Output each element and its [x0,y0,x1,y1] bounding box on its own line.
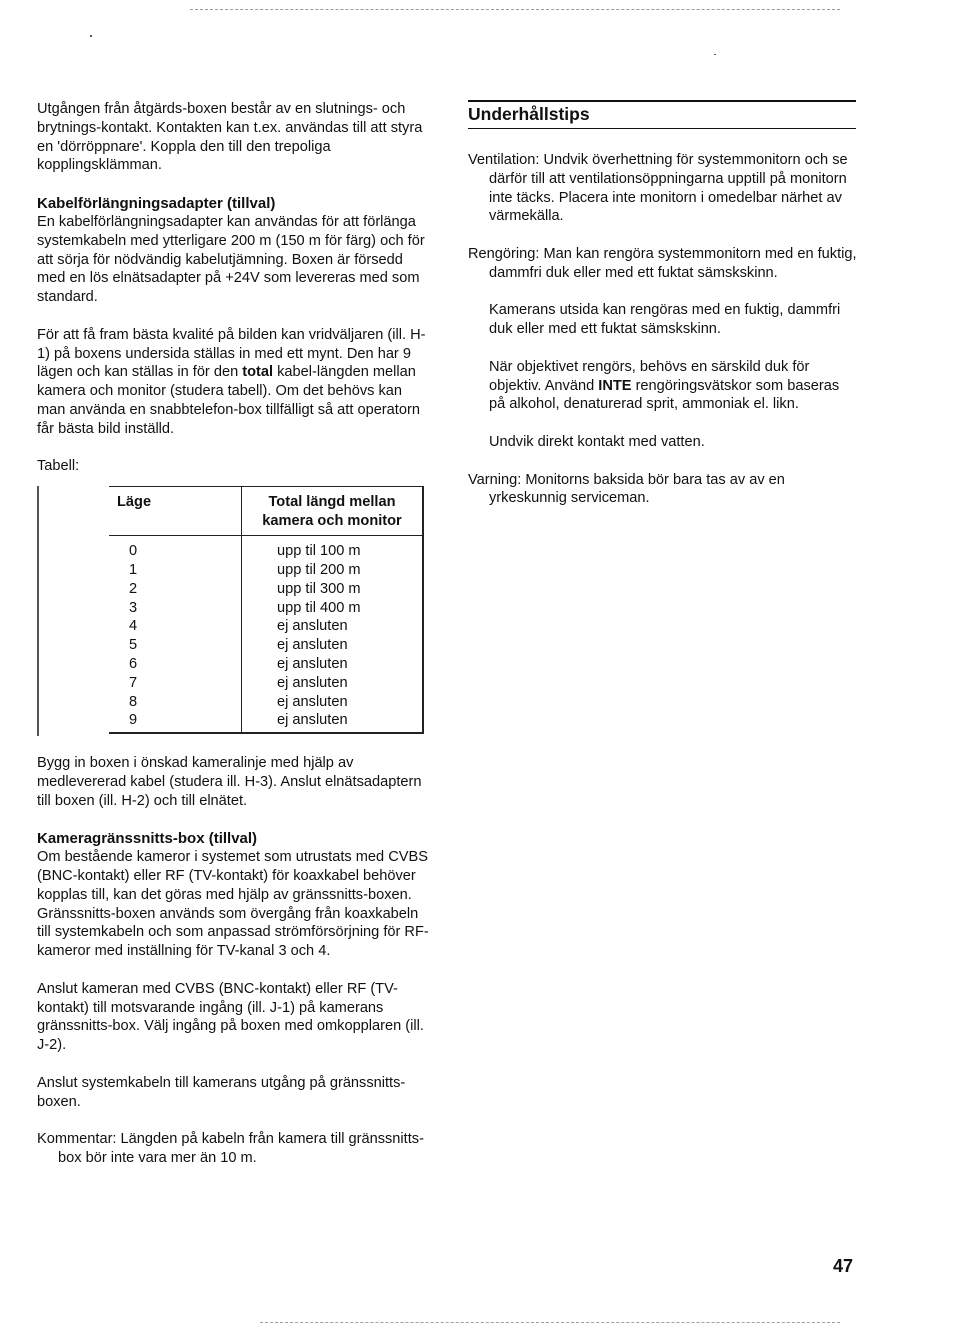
cell-position: 0 [129,543,138,560]
lens-paragraph: När objektivet rengörs, behövs en särskild duk för objektiv. Använd INTE rengöringsvätskor som baseras på alkohol, denaturerad sprit, ammoniak el. likn. [489,358,840,413]
interface-paragraph-1: Om bestående kameror i systemet som utrustats med CVBS (BNC-kontakt) eller RF (TV-kontakt) för koaxkabel behöver kopplas till, kan det göras med hjälp av gränssnitts-boxen. [37,849,428,903]
cell-length: ej ansluten [242,617,424,636]
cell-length: ej ansluten [242,655,424,674]
interface-paragraph-4: Anslut systemkabeln till kamerans utgång på gränssnitts-boxen. [37,1074,406,1110]
table-row [109,693,423,712]
table-row [109,636,423,655]
cell-position: 2 [129,580,138,597]
cell-length: upp til 100 m [242,536,424,561]
interface-comment: Kommentar: Längden på kabeln från kamera till gränssnitts-box bör inte vara mer än 10 m. [37,1131,424,1167]
water-paragraph: Undvik direkt kontakt med vatten. [489,433,705,450]
table-body [109,536,423,733]
cell-length: ej ansluten [242,636,424,655]
cell-length: upp til 300 m [242,580,424,599]
table-row [109,580,423,599]
cell-position: 9 [129,712,138,729]
camera-outside-paragraph: Kamerans utsida kan rengöras med en fuktig, dammfri duk eller med ett fuktat sämskskinn. [489,302,841,338]
cell-position: 6 [129,655,138,672]
table-row [109,674,423,693]
cell-length: upp til 400 m [242,599,424,618]
cell-position: 3 [129,599,138,616]
scan-artifact-top [190,9,840,10]
table-row [109,711,423,733]
interface-paragraph-2: Gränssnitts-boxen används som övergång från koaxkabeln till systemkabeln och som anpassad strömförsörjning för RF-kameror med inställning för TV-kanal 3 och 4. [37,905,429,960]
right-column [468,100,858,508]
table-header-row [109,487,423,536]
table-row [109,561,423,580]
ventilation-paragraph: Ventilation: Undvik överhettning för systemmonitorn och se därför till att ventilationsöppningarna upptill på monitorn inte täcks. Placera inte monitorn i omedelbar närhet av värmekälla. [468,152,848,225]
position-table [109,486,424,734]
table-label: Tabell: [37,458,80,475]
table-row [109,617,423,636]
left-column [37,100,432,1168]
page-number: 47 [833,1256,854,1276]
bold-inte: INTE [598,377,632,394]
header-position: Läge [109,487,242,536]
interface-paragraph-3: Anslut kameran med CVBS (BNC-kontakt) eller RF (TV-kontakt) till motsvarande ingång (ill. J-1) på kamerans gränssnitts-box. Välj ingång på boxen med omkopplaren (ill. J-2). [37,980,424,1054]
intro-paragraph: Utgången från åtgärds-boxen består av en slutnings- och brytnings-kontakt. Kontakten kan t.ex. användas till att styra en 'dörröppnare'. Koppla den till den trepoliga kopplingsklämman. [37,101,423,174]
table-row [109,655,423,674]
maintenance-title: Underhållstips [468,100,856,129]
cell-length: ej ansluten [242,693,424,712]
bold-total: total [242,364,274,381]
scan-speck [90,35,92,37]
cell-position: 8 [129,693,138,710]
table-row [109,536,423,561]
interface-heading: Kameragränssnitts-box (tillval) [37,830,258,848]
position-table-wrapper [109,486,424,734]
cleaning-paragraph: Rengöring: Man kan rengöra systemmonitorn med en fuktig, dammfri duk eller med ett fuktat sämskskinn. [468,245,857,281]
adapter-paragraph-2: För att få fram bästa kvalité på bilden kan vridväljaren (ill. H-1) på boxens undersida ställas in med ett mynt. Den har 9 lägen och kan ställas in för den total kabel-längden mellan kamera och monitor (studera tabell). Om det behövs kan man använda en snabbtelefon-box tillfälligt så att operatorn får bästa bild inställd. [37,326,426,437]
cell-length: ej ansluten [242,674,424,693]
adapter-paragraph-1: En kabelförlängningsadapter kan användas för att förlänga systemkabeln med ytterligare 200 m (150 m för färg) och för att sörja för nödvändig kabelutjämning. Boxen är försedd med en lös elnätsadapter på +24V som levereras med som standard. [37,213,425,306]
cell-position: 7 [129,674,138,691]
warning-paragraph: Varning: Monitorns baksida bör bara tas av av en yrkeskunnig serviceman. [468,471,785,507]
cell-length: ej ansluten [242,711,424,733]
adapter-paragraph-3: Bygg in boxen i önskad kameralinje med hjälp av medlevererad kabel (studera ill. H-3). Anslut elnätsadaptern till boxen (ill. H-2) och till elnätet. [37,755,422,809]
cell-position: 5 [129,637,138,654]
table-frame-line [37,486,39,736]
table-row [109,599,423,618]
header-length: Total längd mellan kamera och monitor [242,487,424,536]
scan-speck [714,54,716,55]
cell-position: 4 [129,618,138,635]
adapter-heading: Kabelförlängningsadapter (tillval) [37,194,276,212]
cell-length: upp til 200 m [242,561,424,580]
scan-artifact-bottom [260,1322,840,1323]
cell-position: 1 [129,561,138,578]
